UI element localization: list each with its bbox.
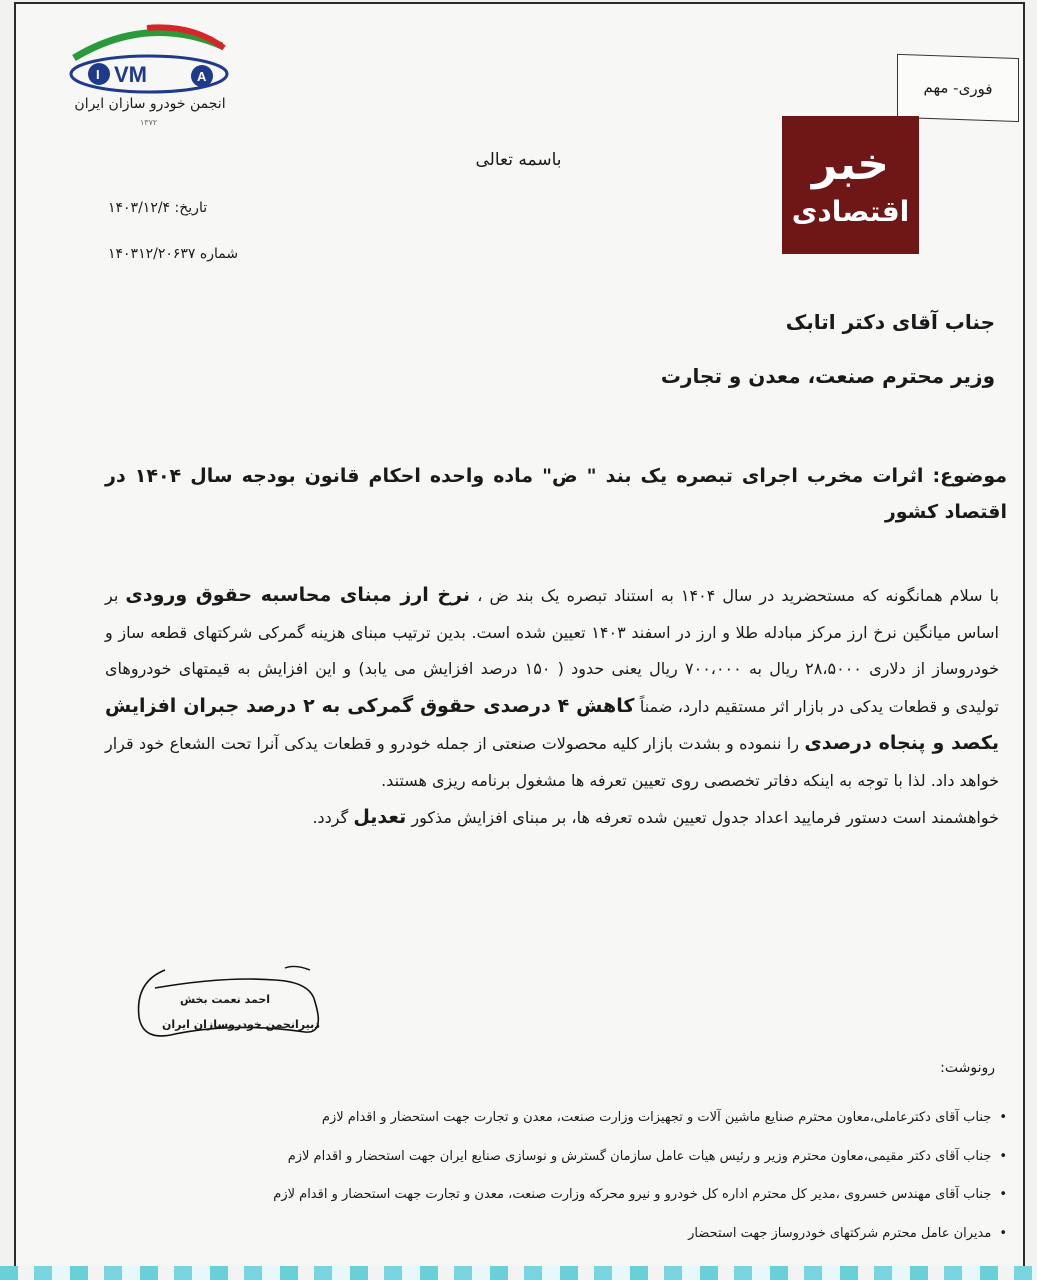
cc-item: • جناب آقای دکتر مقیمی،معاون محترم وزیر و رئیس هیات عامل سازمان گسترش و نوسازی صنایع ایران جهت استحضار و اقدام لازم — [100, 1147, 1007, 1186]
signatory-title: دبیرانجمن خودروسازان ایران — [162, 1018, 320, 1031]
svg-text:VM: VM — [114, 62, 147, 87]
cc-item: • جناب آقای دکترعاملی،معاون محترم صنایع ماشین آلات و تجهیزات وزارت صنعت، معدن و تجارت جهت استحضار و اقدام لازم — [100, 1108, 1007, 1147]
logo-caption: انجمن خودرو سازان ایران — [74, 96, 226, 112]
letter-subject: موضوع: اثرات مخرب اجرای تبصره یک بند " ض" ماده واحده احکام قانون بودجه سال ۱۴۰۴ در اقتصاد کشور — [105, 465, 1008, 523]
body-emphasis-1: نرخ ارز مبنای محاسبه حقوق ورودی — [125, 584, 471, 606]
body-text-5: گردد. — [312, 808, 349, 827]
signature-scribble — [125, 962, 325, 1057]
news-badge-line1: خبر — [811, 138, 890, 190]
cc-item: • جناب آقای مهندس خسروی ،مدیر کل محترم اداره کل خودرو و نیرو محرکه وزارت صنعت، معدن و تجارت جهت استحضار و اقدام لازم — [100, 1185, 1007, 1224]
svg-text:A: A — [197, 69, 207, 84]
body-text-2: بر اساس میانگین نرخ ارز مرکز مبادله طلا و ارز در اسفند ۱۴۰۳ تعیین شده است. بدین ترتیب مبنای هزینه گمرکی شرکتهای قطعه ساز و خودروساز از دلاری ۲۸،۵۰۰۰ ریال به ۷۰۰،۰۰۰ ریال یعنی حدود ( ۱۵۰ درصد افزایش می یابد) و این افزایش به قیمتهای خودروهای تولیدی و قطعات یدکی در بازار اثر مستقیم دارد، ضمناً — [105, 586, 1000, 716]
addressee-name: جناب آقای دکتر اتابک — [785, 310, 995, 334]
news-badge-line2: اقتصادی — [791, 194, 910, 228]
body-text-1: با سلام همانگونه که مستحضرید در سال ۱۴۰۴ به استناد تبصره یک بند ض ، — [477, 586, 999, 605]
news-badge — [782, 116, 919, 254]
letter-heading: باسمه تعالی — [475, 150, 562, 170]
priority-stamp — [897, 54, 1019, 122]
letter-date: تاریخ: ۱۴۰۳/۱۲/۴ — [108, 200, 208, 216]
signatory-name: احمد نعمت بخش — [180, 993, 271, 1006]
cc-item: • مدیران عامل محترم شرکتهای خودروساز جهت استحضار — [100, 1224, 1007, 1263]
body-text-3: را ننموده و بشدت بازار کلیه محصولات صنعتی از جمله خودرو و قطعات یدکی آنرا تحت الشعاع خود قرار خواهد داد. لذا با توجه به اینکه دفاتر تخصصی روی تعیین تعرفه ها مشغول برنامه ریزی هستند. — [105, 734, 999, 790]
decorative-border-strip — [0, 1266, 1037, 1280]
addressee-title: وزیر محترم صنعت، معدن و تجارت — [660, 364, 995, 388]
body-emphasis-3: تعدیل — [353, 806, 407, 828]
logo-year: ۱۳۷۲ — [140, 118, 158, 127]
letter-body — [105, 577, 999, 837]
cc-label: رونوشت: — [940, 1060, 995, 1076]
cc-list — [100, 1108, 1007, 1262]
body-text-4: خواهشمند است دستور فرمایید اعداد جدول تعیین شده تعرفه ها، بر مبنای افزایش مذکور — [411, 808, 999, 827]
svg-text:I: I — [96, 67, 100, 82]
letter-number: شماره ۱۴۰۳۱۲/۲۰۶۳۷ — [108, 246, 239, 262]
body-emphasis-2: کاهش ۴ درصدی حقوق گمرکی به ۲ درصد جبران افزایش یکصد و پنجاه درصدی — [105, 694, 1000, 754]
priority-stamp-text: فوری- مهم — [923, 77, 993, 99]
